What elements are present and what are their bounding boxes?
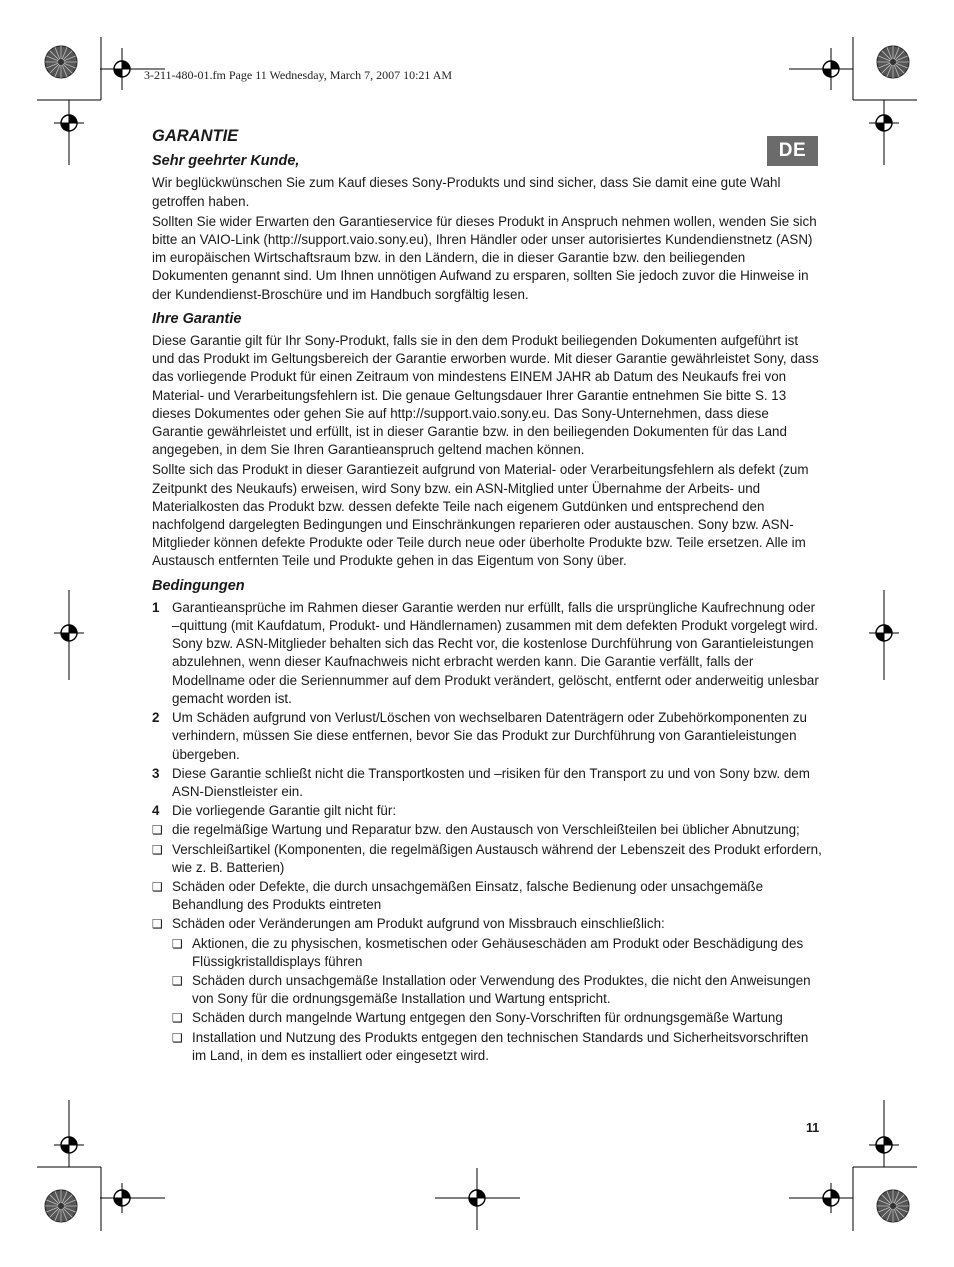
condition-item: [152, 709, 822, 764]
warranty-paragraph: Sollte sich das Produkt in dieser Garantiezeit aufgrund von Material- oder Verarbeitungsfehlern als defekt (zum Zeitpunkt des Neukaufs) erweisen, wird Sony bzw. ein ASN-Mitglied unter Übernahme der Arbeits- und Materialkosten das Produkt bzw. dessen defekte Teile nach eigenem Gutdünken und entsprechend den nachfolgend dargelegten Bedingungen und Einschränkungen reparieren oder austauschen. Sony bzw. ASN-Mitglieder können defekte Produkte oder Teile durch neue oder überholte Produkte bzw. Teile ersetzen. Alle im Austausch entfernten Teile und Produkte gehen in das Eigentum von Sony über.: [152, 462, 809, 569]
condition-number: 4: [152, 803, 160, 819]
page-title: GARANTIE: [152, 127, 239, 145]
sub-exclusion-text: Installation und Nutzung des Produkts entgegen den technischen Standards und Sicherheitsvorschriften im Land, in dem es installiert oder eingesetzt wird.: [192, 1029, 809, 1063]
sub-exclusion-text: Schäden durch unsachgemäße Installation oder Verwendung des Produktes, die nicht den Anweisungen von Sony für die ordnungsgemäße Installation und Wartung entspricht.: [192, 972, 811, 1007]
condition-number: 2: [152, 710, 160, 726]
greeting-paragraph: Sollten Sie wider Erwarten den Garantieservice für dieses Produkt in Anspruch nehmen wollen, wenden Sie sich bitte an VAIO-Link (http://support.vaio.sony.eu), Ihren Händler oder unser autorisiertes Kundendienstnetz (ASN) im europäischen Wirtschaftsraum bzw. in den Ländern, die in dieser Garantie bzw. den beiliegenden Dokumenten genannt sind. Um Ihnen unnötigen Aufwand zu ersparen, sollten Sie jedoch zuvor die Hinweise in der Kundendienst-Broschüre und im Handbuch sorgfältig lesen.: [152, 213, 817, 302]
condition-item: [152, 802, 822, 820]
condition-text: Um Schäden aufgrund von Verlust/Löschen von wechselbaren Datenträgern oder Zubehörkomponenten zu verhindern, müssen Sie diese entfernen, bevor Sie das Produkt zur Durchführung von Garantieleistungen übergeben.: [172, 710, 807, 762]
sub-exclusion-item: [152, 972, 822, 1008]
checkbox-bullet-icon: ❑: [152, 879, 163, 894]
condition-number: 1: [152, 599, 160, 615]
file-header: 3-211-480-01.fm Page 11 Wednesday, March 7, 2007 10:21 AM: [144, 68, 453, 82]
condition-text: Garantieansprüche im Rahmen dieser Garantie werden nur erfüllt, falls die ursprüngliche Kaufrechnung oder –quittung (mit Kaufdatum, Produkt- und Händlernamen) zusammen mit dem defekten Produkt vorgelegt wird. Sony bzw. ASN-Mitglieder behalten sich das Recht vor, die kostenlose Durchführung von Garantieleistungen abzulehnen, wenn dieser Kaufnachweis nicht erbracht werden kann. Die Garantie verfällt, falls der Modellname oder die Seriennummer auf dem Produkt verändert, gelöscht, entfernt oder anderweitig unlesbar gemacht worden ist.: [172, 599, 819, 706]
sub-exclusion-text: Aktionen, die zu physischen, kosmetischen oder Gehäuseschäden am Produkt oder Beschädigung des Flüssigkristalldisplays führen: [192, 935, 804, 969]
checkbox-bullet-icon: ❑: [172, 1030, 183, 1045]
checkbox-bullet-icon: ❑: [152, 842, 163, 857]
checkbox-bullet-icon: ❑: [172, 1011, 183, 1026]
condition-item: [152, 765, 822, 801]
exclusion-item: [152, 821, 822, 839]
exclusion-item: [152, 915, 822, 933]
checkbox-bullet-icon: ❑: [172, 936, 183, 951]
page-number: 11: [806, 1121, 820, 1135]
exclusion-text: Schäden oder Defekte, die durch unsachgemäßen Einsatz, falsche Bedienung oder unsachgemäße Behandlung des Produkts eintreten: [172, 878, 764, 913]
checkbox-bullet-icon: ❑: [152, 917, 163, 932]
checkbox-bullet-icon: ❑: [172, 973, 183, 988]
exclusion-text: Verschleißartikel (Komponenten, die regelmäßigen Austausch während der Lebenszeit des Produkt erfordern, wie z. B. Batterien): [172, 841, 822, 875]
exclusion-text: Schäden oder Veränderungen am Produkt aufgrund von Missbrauch einschließlich:: [172, 916, 665, 932]
sub-exclusion-item: [152, 935, 822, 971]
sub-exclusion-item: [152, 1009, 822, 1027]
sub-exclusion-text: Schäden durch mangelnde Wartung entgegen den Sony-Vorschriften für ordnungsgemäße Wartung: [192, 1010, 783, 1026]
checkbox-bullet-icon: ❑: [152, 823, 163, 838]
condition-text: Die vorliegende Garantie gilt nicht für:: [172, 803, 397, 819]
page-content: [152, 127, 822, 1066]
greeting-paragraph: Wir beglückwünschen Sie zum Kauf dieses Sony-Produkts und sind sicher, dass Sie damit eine gute Wahl getroffen haben.: [152, 175, 781, 209]
language-badge: DE: [767, 136, 818, 166]
condition-item: [152, 599, 822, 708]
sub-exclusion-item: [152, 1029, 822, 1065]
warranty-paragraph: Diese Garantie gilt für Ihr Sony-Produkt, falls sie in den dem Produkt beiliegenden Dokumenten aufgeführt ist und das Produkt im Geltungsbereich der Garantie erworben wurde. Mit dieser Garantie gewährleistet Sony, dass das vorliegende Produkt für einen Zeitraum von mindestens EINEM JAHR ab Datum des Neukaufs frei von Material- und Verarbeitungsfehlern ist. Die genaue Geltungsdauer Ihrer Garantie entnehmen Sie bitte S. 13 dieses Dokumentes oder gehen Sie auf http://support.vaio.sony.eu. Das Sony-Unternehmen, dass diese Garantie gewährleistet und erfüllt, ist in dieser Garantie bzw. in den beiliegenden Dokumenten für das Land angegeben, in dem Sie Ihren Garantieanspruch geltend machen können.: [152, 333, 819, 458]
greeting-heading: Sehr geehrter Kunde,: [152, 153, 300, 170]
exclusion-item: [152, 841, 822, 877]
conditions-heading: Bedingungen: [152, 577, 245, 594]
warranty-heading: Ihre Garantie: [152, 310, 242, 327]
condition-number: 3: [152, 765, 160, 781]
exclusion-item: [152, 878, 822, 914]
exclusion-text: die regelmäßige Wartung und Reparatur bzw. den Austausch von Verschleißteilen bei üblicher Abnutzung;: [172, 822, 800, 838]
condition-text: Diese Garantie schließt nicht die Transportkosten und –risiken für den Transport zu und von Sony bzw. dem ASN-Dienstleister ein.: [172, 765, 810, 799]
